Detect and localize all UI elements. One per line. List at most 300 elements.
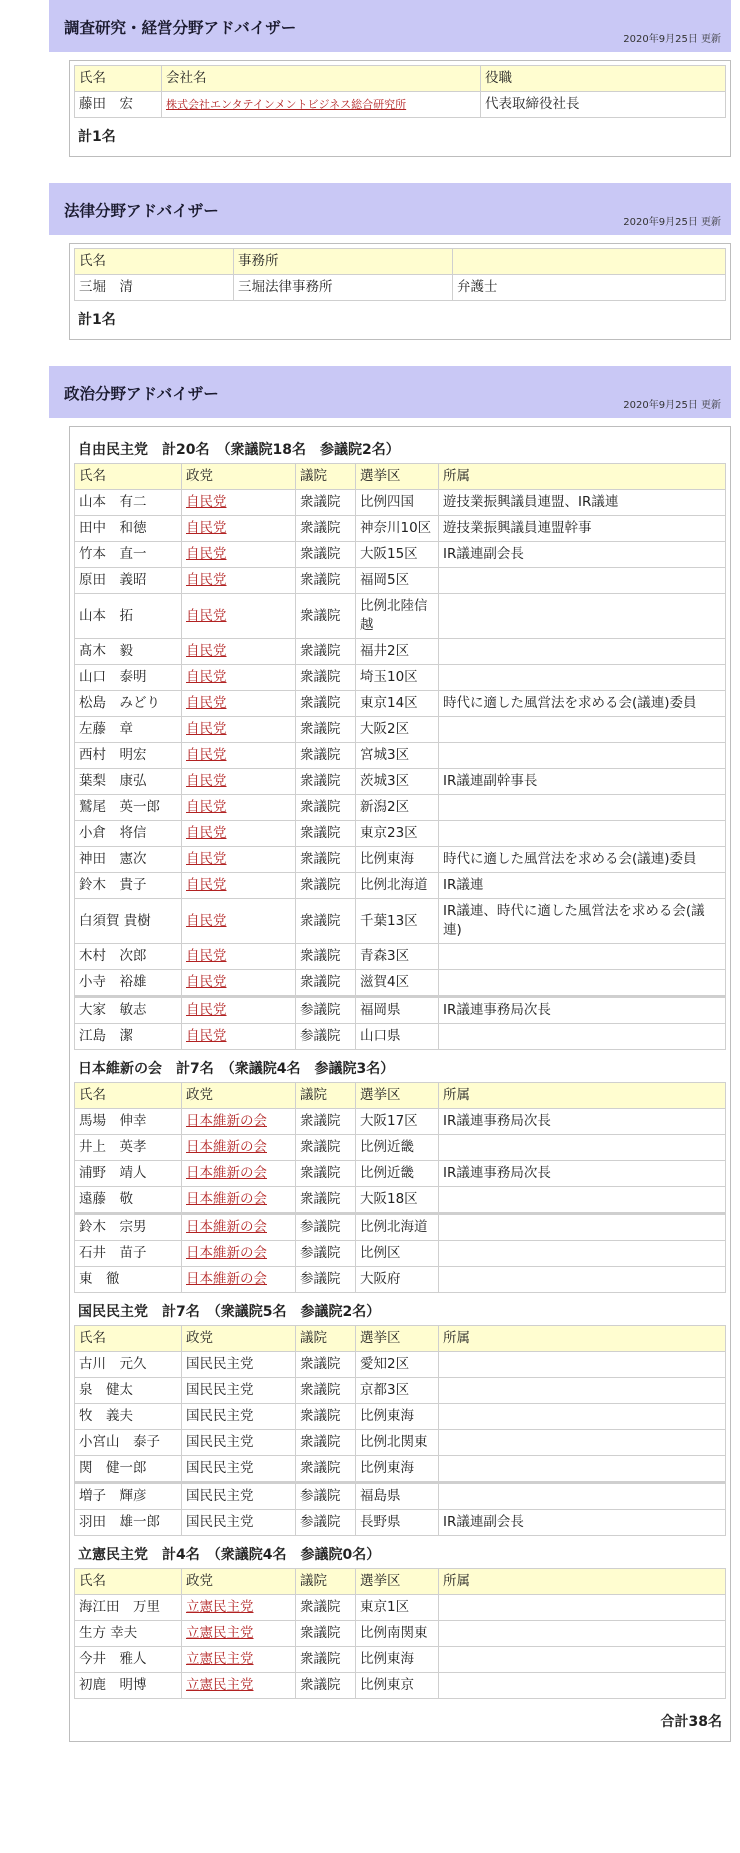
affiliation-cell <box>439 1187 726 1214</box>
district-cell: 比例北海道 <box>356 1214 439 1241</box>
table-row <box>75 873 726 899</box>
table-row <box>75 1430 726 1456</box>
party-link[interactable]: 日本維新の会 <box>186 1165 267 1181</box>
name-cell: 牧 義夫 <box>75 1404 182 1430</box>
header-cell: 氏名 <box>75 464 182 490</box>
party-cell <box>182 516 296 542</box>
affiliation-cell <box>439 1241 726 1267</box>
party-cell: 国民民主党 <box>182 1456 296 1483</box>
table-row <box>75 275 726 301</box>
header-cell: 役職 <box>481 66 726 92</box>
header-cell: 所属 <box>439 464 726 490</box>
party-link[interactable]: 自民党 <box>186 1028 227 1044</box>
affiliation-cell <box>439 568 726 594</box>
house-cell: 衆議院 <box>296 1430 356 1456</box>
affiliation-cell <box>439 1595 726 1621</box>
party-cell: 国民民主党 <box>182 1352 296 1378</box>
house-cell: 衆議院 <box>296 1135 356 1161</box>
header-cell: 氏名 <box>75 1569 182 1595</box>
district-cell: 比例東海 <box>356 1456 439 1483</box>
house-cell: 衆議院 <box>296 665 356 691</box>
district-cell: 東京14区 <box>356 691 439 717</box>
table-row <box>75 1135 726 1161</box>
party-link[interactable]: 自民党 <box>186 773 227 789</box>
table-header-row <box>75 1569 726 1595</box>
district-cell: 福井2区 <box>356 639 439 665</box>
name-cell: 神田 憲次 <box>75 847 182 873</box>
party-link[interactable]: 日本維新の会 <box>186 1271 267 1287</box>
party-link[interactable]: 自民党 <box>186 607 227 624</box>
name-cell: 関 健一郎 <box>75 1456 182 1483</box>
party-table <box>74 1568 726 1699</box>
section-header <box>49 0 731 52</box>
party-cell <box>182 769 296 795</box>
party-table <box>74 1325 726 1536</box>
table-row <box>75 1404 726 1430</box>
party-link[interactable]: 日本維新の会 <box>186 1113 267 1129</box>
house-cell: 衆議院 <box>296 516 356 542</box>
house-cell: 参議院 <box>296 1214 356 1241</box>
house-cell: 衆議院 <box>296 594 356 639</box>
company-link[interactable]: 株式会社エンタテインメントビジネス総合研究所 <box>166 98 407 111</box>
party-heading: 立憲民主党 計4名 （衆議院4名 参議院0名） <box>78 1547 381 1563</box>
house-cell: 衆議院 <box>296 490 356 516</box>
affiliation-cell <box>439 717 726 743</box>
party-cell <box>182 743 296 769</box>
update-date: 2020年9月25日 更新 <box>623 400 721 411</box>
name-cell: 山口 泰明 <box>75 665 182 691</box>
party-cell <box>182 568 296 594</box>
name-cell: 石井 苗子 <box>75 1241 182 1267</box>
party-cell: 国民民主党 <box>182 1510 296 1536</box>
table-header-row <box>75 464 726 490</box>
house-cell: 衆議院 <box>296 769 356 795</box>
district-cell: 大阪18区 <box>356 1187 439 1214</box>
affiliation-cell <box>439 1024 726 1050</box>
affiliation-cell <box>439 1430 726 1456</box>
role-cell: 弁護士 <box>453 275 726 301</box>
affiliation-cell <box>439 639 726 665</box>
name-cell: 海江田 万里 <box>75 1595 182 1621</box>
name-cell: 初鹿 明博 <box>75 1673 182 1699</box>
affiliation-cell <box>439 594 726 639</box>
house-cell: 衆議院 <box>296 1109 356 1135</box>
party-link[interactable]: 自民党 <box>186 546 227 562</box>
district-cell: 宮城3区 <box>356 743 439 769</box>
party-cell <box>182 1161 296 1187</box>
affiliation-cell: 時代に適した風営法を求める会(議連)委員 <box>439 847 726 873</box>
district-cell: 比例北陸信越 <box>356 594 439 639</box>
party-cell <box>182 1595 296 1621</box>
header-cell: 議院 <box>296 464 356 490</box>
header-cell: 所属 <box>439 1569 726 1595</box>
header-cell: 政党 <box>182 464 296 490</box>
party-cell: 国民民主党 <box>182 1404 296 1430</box>
affiliation-cell: IR議連副会長 <box>439 542 726 568</box>
name-cell: 遠藤 敬 <box>75 1187 182 1214</box>
name-cell: 井上 英孝 <box>75 1135 182 1161</box>
table-row <box>75 542 726 568</box>
house-cell: 衆議院 <box>296 1352 356 1378</box>
table-row <box>75 665 726 691</box>
district-cell: 滋賀4区 <box>356 970 439 997</box>
table-row <box>75 1673 726 1699</box>
district-cell: 比例東海 <box>356 1404 439 1430</box>
header-cell: 議院 <box>296 1083 356 1109</box>
party-cell <box>182 1135 296 1161</box>
table-row <box>75 1595 726 1621</box>
header-cell: 事務所 <box>234 249 453 275</box>
party-cell <box>182 1647 296 1673</box>
name-cell: 山本 拓 <box>75 594 182 639</box>
table-row <box>75 970 726 997</box>
house-cell: 衆議院 <box>296 1673 356 1699</box>
name-cell: 竹本 直一 <box>75 542 182 568</box>
table-row <box>75 1161 726 1187</box>
district-cell: 比例南関東 <box>356 1621 439 1647</box>
affiliation-cell: 遊技業振興議員連盟、IR議連 <box>439 490 726 516</box>
header-cell: 所属 <box>439 1326 726 1352</box>
party-cell <box>182 847 296 873</box>
party-link[interactable]: 自民党 <box>186 643 227 659</box>
house-cell: 参議院 <box>296 1024 356 1050</box>
party-link[interactable]: 日本維新の会 <box>186 1219 267 1235</box>
party-cell <box>182 1109 296 1135</box>
update-date: 2020年9月25日 更新 <box>623 34 721 45</box>
party-cell <box>182 490 296 516</box>
table-row <box>75 639 726 665</box>
name-cell: 鷲尾 英一郎 <box>75 795 182 821</box>
district-cell: 山口県 <box>356 1024 439 1050</box>
party-cell <box>182 873 296 899</box>
district-cell: 比例近畿 <box>356 1161 439 1187</box>
name-cell: 江島 潔 <box>75 1024 182 1050</box>
name-cell: 小寺 裕雄 <box>75 970 182 997</box>
table-row <box>75 1621 726 1647</box>
advisor-table <box>74 65 726 118</box>
affiliation-cell <box>439 1378 726 1404</box>
affiliation-cell <box>439 1673 726 1699</box>
update-date: 2020年9月25日 更新 <box>623 217 721 228</box>
table-row <box>75 899 726 944</box>
party-link[interactable]: 自民党 <box>186 1002 227 1018</box>
affiliation-cell: IR議連事務局次長 <box>439 997 726 1024</box>
name-cell: 生方 幸夫 <box>75 1621 182 1647</box>
party-cell <box>182 594 296 639</box>
party-link[interactable]: 自民党 <box>186 572 227 588</box>
house-cell: 衆議院 <box>296 1595 356 1621</box>
affiliation-cell: 時代に適した風営法を求める会(議連)委員 <box>439 691 726 717</box>
party-link[interactable]: 立憲民主党 <box>186 1651 254 1667</box>
section-header <box>49 366 731 418</box>
house-cell: 衆議院 <box>296 970 356 997</box>
affiliation-cell <box>439 1267 726 1293</box>
name-cell: 鈴木 貴子 <box>75 873 182 899</box>
affiliation-cell <box>439 1352 726 1378</box>
party-link[interactable]: 日本維新の会 <box>186 1139 267 1155</box>
affiliation-cell <box>439 944 726 970</box>
district-cell: 大阪2区 <box>356 717 439 743</box>
section-total: 計1名 <box>78 129 116 145</box>
party-link[interactable]: 立憲民主党 <box>186 1599 254 1615</box>
name-cell: 古川 元久 <box>75 1352 182 1378</box>
party-cell <box>182 970 296 997</box>
header-cell: 選挙区 <box>356 1326 439 1352</box>
affiliation-cell: IR議連 <box>439 873 726 899</box>
grand-total: 合計38名 <box>660 1714 722 1730</box>
affiliation-cell: IR議連事務局次長 <box>439 1109 726 1135</box>
party-table <box>74 1082 726 1293</box>
table-row <box>75 1109 726 1135</box>
legal-advisor-section <box>49 183 731 340</box>
house-cell: 参議院 <box>296 1267 356 1293</box>
affiliation-cell <box>439 1135 726 1161</box>
house-cell: 衆議院 <box>296 1378 356 1404</box>
table-row <box>75 1214 726 1241</box>
district-cell: 福島県 <box>356 1483 439 1510</box>
name-cell: 小倉 将信 <box>75 821 182 847</box>
district-cell: 比例北関東 <box>356 1430 439 1456</box>
party-cell <box>182 542 296 568</box>
house-cell: 参議院 <box>296 1241 356 1267</box>
table-row <box>75 594 726 639</box>
party-cell <box>182 1187 296 1214</box>
table-row <box>75 490 726 516</box>
party-cell <box>182 899 296 944</box>
district-cell: 比例近畿 <box>356 1135 439 1161</box>
affiliation-cell <box>439 1621 726 1647</box>
company-cell <box>162 92 481 118</box>
affiliation-cell: IR議連副会長 <box>439 1510 726 1536</box>
name-cell: 今井 雅人 <box>75 1647 182 1673</box>
house-cell: 衆議院 <box>296 1621 356 1647</box>
party-link[interactable]: 自民党 <box>186 669 227 685</box>
header-cell: 氏名 <box>75 249 234 275</box>
party-cell: 国民民主党 <box>182 1378 296 1404</box>
party-link[interactable]: 日本維新の会 <box>186 1245 267 1261</box>
table-row <box>75 795 726 821</box>
district-cell: 東京23区 <box>356 821 439 847</box>
party-cell <box>182 691 296 717</box>
district-cell: 神奈川10区 <box>356 516 439 542</box>
house-cell: 衆議院 <box>296 899 356 944</box>
district-cell: 大阪府 <box>356 1267 439 1293</box>
name-cell: 小宮山 泰子 <box>75 1430 182 1456</box>
table-row <box>75 1187 726 1214</box>
district-cell: 新潟2区 <box>356 795 439 821</box>
political-advisor-section <box>49 366 731 1742</box>
party-cell <box>182 821 296 847</box>
house-cell: 参議院 <box>296 1510 356 1536</box>
house-cell: 衆議院 <box>296 873 356 899</box>
section-title: 法律分野アドバイザー <box>64 202 219 220</box>
house-cell: 衆議院 <box>296 1187 356 1214</box>
party-link[interactable]: 自民党 <box>186 974 227 990</box>
district-cell: 千葉13区 <box>356 899 439 944</box>
header-cell: 氏名 <box>75 1326 182 1352</box>
house-cell: 衆議院 <box>296 821 356 847</box>
advisor-box <box>69 60 731 157</box>
district-cell: 大阪15区 <box>356 542 439 568</box>
house-cell: 衆議院 <box>296 639 356 665</box>
affiliation-cell <box>439 1456 726 1483</box>
party-link[interactable]: 自民党 <box>186 721 227 737</box>
name-cell: 木村 次郎 <box>75 944 182 970</box>
party-cell <box>182 1241 296 1267</box>
research-advisor-section <box>49 0 731 157</box>
party-cell <box>182 944 296 970</box>
district-cell: 東京1区 <box>356 1595 439 1621</box>
house-cell: 衆議院 <box>296 1456 356 1483</box>
table-row <box>75 1483 726 1510</box>
party-cell <box>182 639 296 665</box>
page <box>49 0 731 1742</box>
table-row <box>75 717 726 743</box>
house-cell: 衆議院 <box>296 847 356 873</box>
name-cell: 馬場 伸幸 <box>75 1109 182 1135</box>
party-link[interactable]: 立憲民主党 <box>186 1625 254 1641</box>
affiliation-cell <box>439 1647 726 1673</box>
party-link[interactable]: 自民党 <box>186 912 227 929</box>
house-cell: 衆議院 <box>296 1647 356 1673</box>
party-cell <box>182 717 296 743</box>
section-header <box>49 183 731 235</box>
party-link[interactable]: 自民党 <box>186 520 227 536</box>
name-cell: 原田 義昭 <box>75 568 182 594</box>
district-cell: 比例東海 <box>356 1647 439 1673</box>
party-cell <box>182 795 296 821</box>
name-cell: 山本 有二 <box>75 490 182 516</box>
district-cell: 茨城3区 <box>356 769 439 795</box>
name-cell: 藤田 宏 <box>75 92 162 118</box>
name-cell: 浦野 靖人 <box>75 1161 182 1187</box>
table-row <box>75 944 726 970</box>
table-header-row <box>75 1326 726 1352</box>
party-link[interactable]: 自民党 <box>186 747 227 763</box>
affiliation-cell <box>439 970 726 997</box>
party-cell <box>182 1621 296 1647</box>
name-cell: 左藤 章 <box>75 717 182 743</box>
table-row <box>75 516 726 542</box>
affiliation-cell <box>439 795 726 821</box>
table-header-row <box>75 1083 726 1109</box>
party-link[interactable]: 自民党 <box>186 851 227 867</box>
header-cell: 氏名 <box>75 1083 182 1109</box>
table-row <box>75 1647 726 1673</box>
name-cell: 田中 和徳 <box>75 516 182 542</box>
affiliation-cell <box>439 1214 726 1241</box>
table-row <box>75 997 726 1024</box>
name-cell: 三堀 清 <box>75 275 234 301</box>
party-link[interactable]: 立憲民主党 <box>186 1677 254 1693</box>
house-cell: 参議院 <box>296 1483 356 1510</box>
table-header-row <box>75 249 726 275</box>
affiliation-cell <box>439 1404 726 1430</box>
name-cell: 泉 健太 <box>75 1378 182 1404</box>
district-cell: 埼玉10区 <box>356 665 439 691</box>
header-cell: 選挙区 <box>356 1083 439 1109</box>
district-cell: 比例東海 <box>356 847 439 873</box>
district-cell: 大阪17区 <box>356 1109 439 1135</box>
table-row <box>75 1267 726 1293</box>
header-cell: 議院 <box>296 1326 356 1352</box>
party-link[interactable]: 自民党 <box>186 877 227 893</box>
affiliation-cell <box>439 821 726 847</box>
advisor-table <box>74 248 726 301</box>
table-row <box>75 1024 726 1050</box>
name-cell: 葉梨 康弘 <box>75 769 182 795</box>
house-cell: 参議院 <box>296 997 356 1024</box>
district-cell: 愛知2区 <box>356 1352 439 1378</box>
table-row <box>75 821 726 847</box>
name-cell: 羽田 雄一郎 <box>75 1510 182 1536</box>
table-row <box>75 568 726 594</box>
name-cell: 鈴木 宗男 <box>75 1214 182 1241</box>
table-row <box>75 1510 726 1536</box>
district-cell: 福岡県 <box>356 997 439 1024</box>
house-cell: 衆議院 <box>296 691 356 717</box>
affiliation-cell: 遊技業振興議員連盟幹事 <box>439 516 726 542</box>
party-cell <box>182 997 296 1024</box>
name-cell: 西村 明宏 <box>75 743 182 769</box>
party-heading: 自由民主党 計20名 （衆議院18名 参議院2名） <box>78 442 400 458</box>
party-link[interactable]: 自民党 <box>186 948 227 964</box>
house-cell: 衆議院 <box>296 1404 356 1430</box>
party-cell <box>182 665 296 691</box>
party-link[interactable]: 日本維新の会 <box>186 1191 267 1207</box>
district-cell: 京都3区 <box>356 1378 439 1404</box>
advisor-box <box>69 426 731 1742</box>
district-cell: 比例四国 <box>356 490 439 516</box>
party-link[interactable]: 自民党 <box>186 799 227 815</box>
table-row <box>75 691 726 717</box>
party-link[interactable]: 自民党 <box>186 695 227 711</box>
header-cell: 議院 <box>296 1569 356 1595</box>
header-cell: 政党 <box>182 1326 296 1352</box>
name-cell: 大家 敏志 <box>75 997 182 1024</box>
header-cell: 所属 <box>439 1083 726 1109</box>
table-row <box>75 743 726 769</box>
affiliation-cell: IR議連事務局次長 <box>439 1161 726 1187</box>
house-cell: 衆議院 <box>296 795 356 821</box>
party-cell <box>182 1024 296 1050</box>
header-cell: 氏名 <box>75 66 162 92</box>
district-cell: 福岡5区 <box>356 568 439 594</box>
section-title: 調査研究・経営分野アドバイザー <box>64 19 297 37</box>
party-cell <box>182 1267 296 1293</box>
affiliation-cell: IR議連、時代に適した風営法を求める会(議連) <box>439 899 726 944</box>
name-cell: 松島 みどり <box>75 691 182 717</box>
affiliation-cell <box>439 665 726 691</box>
party-heading: 日本維新の会 計7名 （衆議院4名 参議院3名） <box>78 1061 395 1077</box>
name-cell: 白須賀 貴樹 <box>75 899 182 944</box>
affiliation-cell <box>439 743 726 769</box>
office-cell: 三堀法律事務所 <box>234 275 453 301</box>
affiliation-cell: IR議連副幹事長 <box>439 769 726 795</box>
name-cell: 髙木 毅 <box>75 639 182 665</box>
header-cell <box>453 249 726 275</box>
table-row <box>75 92 726 118</box>
affiliation-cell <box>439 1483 726 1510</box>
section-title: 政治分野アドバイザー <box>64 385 219 403</box>
header-cell: 政党 <box>182 1569 296 1595</box>
district-cell: 比例区 <box>356 1241 439 1267</box>
party-cell <box>182 1673 296 1699</box>
party-link[interactable]: 自民党 <box>186 494 227 510</box>
district-cell: 長野県 <box>356 1510 439 1536</box>
party-link[interactable]: 自民党 <box>186 825 227 841</box>
name-cell: 東 徹 <box>75 1267 182 1293</box>
